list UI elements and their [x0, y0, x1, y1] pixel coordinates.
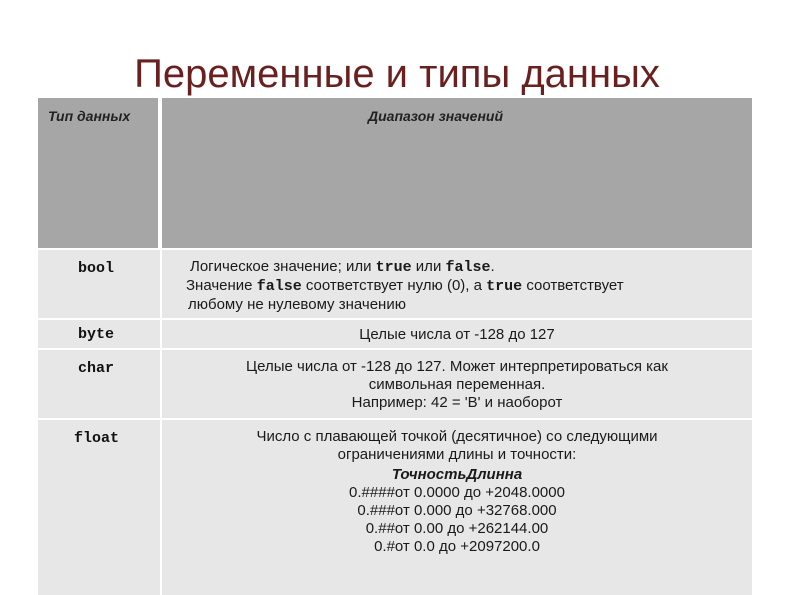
table-row-byte	[38, 320, 752, 348]
range-cell-float	[162, 420, 752, 595]
slide-title: Переменные и типы данных	[134, 52, 660, 96]
range-text-byte: Целые числа от -128 до 127	[359, 326, 555, 343]
float-precision-3: 0.##от 0.00 до +262144.00	[365, 520, 549, 537]
table-row-bool	[38, 250, 752, 318]
header-cell-range	[162, 98, 752, 248]
type-name-float: float	[74, 430, 120, 447]
range-text-float	[162, 428, 752, 556]
data-types-table	[38, 98, 752, 595]
float-subheader: ТочностьДлинна	[391, 466, 523, 483]
float-precision-2: 0.###от 0.000 до +32768.000	[357, 502, 557, 519]
char-text-1: Целые числа от -128 до 127. Может интерпретироваться как	[246, 358, 668, 375]
range-text-char	[162, 358, 752, 412]
float-text-2: ограничениями длины и точности:	[337, 446, 577, 463]
float-text-1: Число с плавающей точкой (десятичное) со следующими	[256, 428, 658, 445]
range-text-bool	[162, 258, 752, 314]
bool-keyword-true: true	[375, 259, 412, 276]
char-text-3: Например: 42 = 'B' и наоборот	[351, 394, 563, 411]
type-cell-bool	[38, 250, 160, 318]
range-cell-char	[162, 350, 752, 418]
type-cell-char	[38, 350, 160, 418]
type-cell-byte	[38, 320, 160, 348]
bool-text-1c: или	[411, 258, 446, 275]
float-precision-4: 0.#от 0.0 до +2097200.0	[374, 538, 540, 555]
header-range-label: Диапазон значений	[368, 108, 504, 124]
bool-keyword-false-2: false	[256, 278, 302, 295]
range-cell-bool	[162, 250, 752, 318]
range-cell-byte	[162, 320, 752, 348]
type-name-char: char	[78, 360, 115, 377]
bool-text-1a: Логическое значение; или	[190, 258, 376, 275]
bool-keyword-true-2: true	[486, 278, 523, 295]
type-name-byte: byte	[78, 326, 115, 343]
table-row-float	[38, 420, 752, 595]
type-name-bool: bool	[78, 260, 115, 277]
bool-keyword-false: false	[445, 259, 491, 276]
header-cell-type	[38, 98, 160, 248]
header-type-label: Тип данных	[48, 108, 131, 124]
bool-text-2e: соответствует	[522, 277, 624, 294]
table-row-char	[38, 350, 752, 418]
type-cell-float	[38, 420, 160, 595]
bool-text-2c: соответствует нулю (0), а	[301, 277, 487, 294]
bool-text-2a: Значение	[186, 277, 257, 294]
float-precision-1: 0.####от 0.0000 до +2048.0000	[349, 484, 565, 501]
bool-text-1e: .	[490, 258, 495, 275]
char-text-2: символьная переменная.	[368, 376, 546, 393]
table-header-row	[38, 98, 752, 248]
bool-text-3: любому не нулевому значению	[188, 296, 406, 313]
